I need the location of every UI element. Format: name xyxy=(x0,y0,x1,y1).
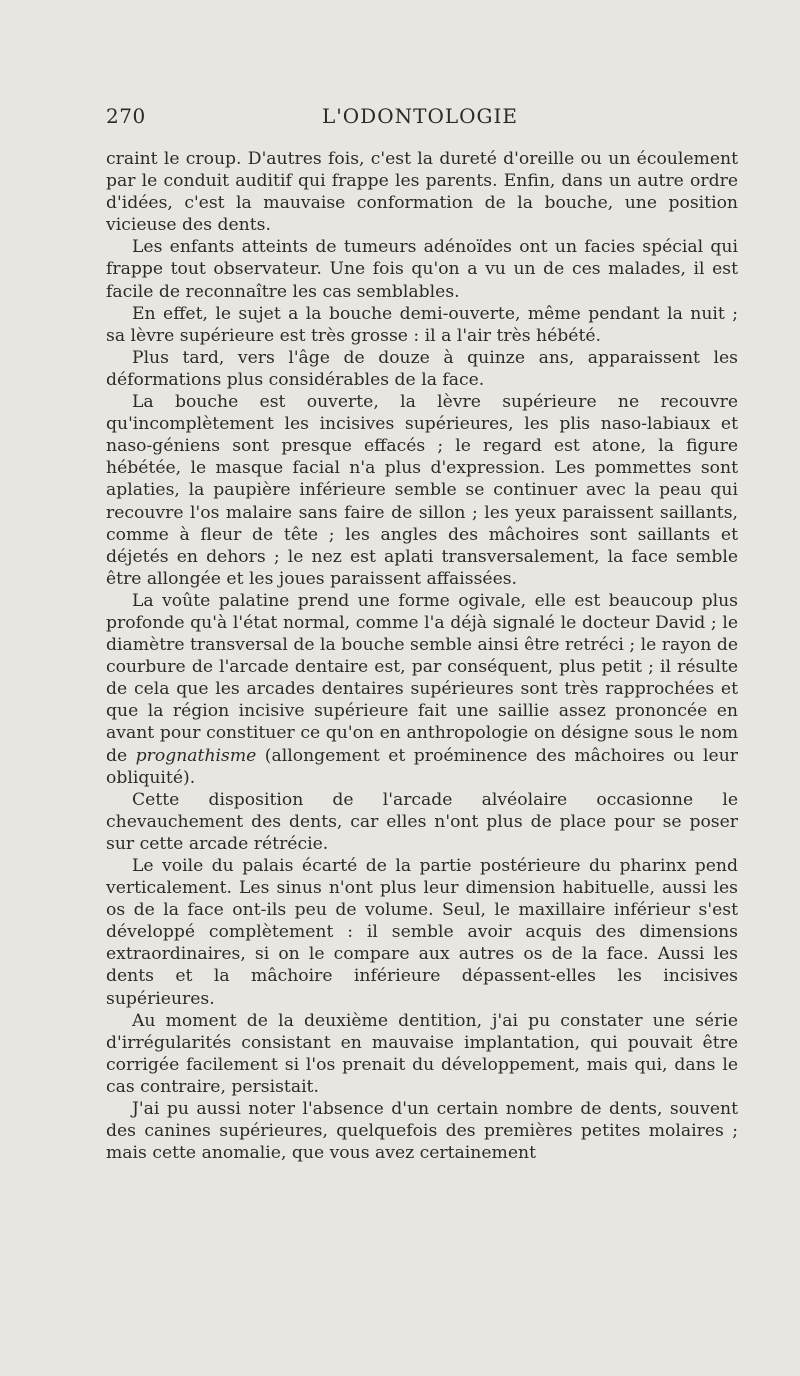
body-text xyxy=(106,148,738,1164)
paragraph: Les enfants atteints de tumeurs adénoïdes ont un facies spécial qui frappe tout observateur. Une fois qu'on a vu un de ces malades, il est facile de reconnaître les cas semblables. xyxy=(106,237,738,302)
paragraph: En effet, le sujet a la bouche demi-ouverte, même pendant la nuit ; sa lèvre supérieure est très grosse : il a l'air très hébété. xyxy=(106,303,738,346)
paragraph xyxy=(106,590,738,789)
paragraph: Le voile du palais écarté de la partie postérieure du pharinx pend verticalement. Les sinus n'ont plus leur dimension habituelle, aussi les os de la face ont-ils peu de volume. Seul, le maxillaire inférieur s'est développé complètement : il semble avoir acquis des dimensions extraordinaires, si on le compare aux autres os de la face. Aussi les dents et la mâchoire inférieure dépassent-elles les incisives supérieures. xyxy=(106,856,738,1009)
paragraph-text: La voûte palatine prend une forme ogivale, elle est beaucoup plus profonde qu'à l'état normal, comme l'a déjà signalé le docteur David ; le diamètre transversal de la bouche semble ainsi être retréci ; le rayon de courbure de l'arcade dentaire est, par conséquent, plus petit ; il résulte de cela que les arcades dentaires supérieures sont très rapprochées et que la région incisive supérieure fait une saillie assez prononcée en avant pour constituer ce qu'on en anthropologie on désigne sous le nom de xyxy=(106,590,738,766)
paragraph: La bouche est ouverte, la lèvre supérieure ne recouvre qu'incomplètement les incisives supérieures, les plis naso-labiaux et naso-géniens sont presque effacés ; le regard est atone, la figure hébétée, le masque facial n'a plus d'expression. Les pommettes sont aplaties, la paupière inférieure semble se continuer avec la peau qui recouvre l'os malaire sans faire de sillon ; les yeux paraissent saillants, comme à fleur de tête ; les angles des mâchoires sont saillants et déjetés en dehors ; le nez est aplati transversalement, la face semble être allongée et les joues paraissent affaissées. xyxy=(106,392,738,589)
paragraph: J'ai pu aussi noter l'absence d'un certain nombre de dents, souvent des canines supérieures, quelquefois des premières petites molaires ; mais cette anomalie, que vous avez certainement xyxy=(106,1099,738,1164)
paragraph: Cette disposition de l'arcade alvéolaire occasionne le chevauchement des dents, car elles n'ont plus de place pour se poser sur cette arcade rétrécie. xyxy=(106,789,738,854)
paragraph-text: (allongement et proéminence des mâchoires ou leur obliquité). xyxy=(106,745,738,788)
page-number: 270 xyxy=(106,104,146,128)
page-header xyxy=(106,104,740,134)
paragraph: craint le croup. D'autres fois, c'est la dureté d'oreille ou un écoulement par le conduit auditif qui frappe les parents. Enfin, dans un autre ordre d'idées, c'est la mauvaise conformation de la bouche, une position vicieuse des dents. xyxy=(106,149,738,236)
paragraph: Au moment de la deuxième dentition, j'ai pu constater une série d'irrégularités consistant en mauvaise implantation, qui pouvait être corrigée facilement si l'os prenait du développement, mais qui, dans le cas contraire, persistait. xyxy=(106,1010,738,1097)
running-title: L'ODONTOLOGIE xyxy=(322,104,518,128)
emphasized-term: prognathisme xyxy=(135,745,257,766)
paragraph: Plus tard, vers l'âge de douze à quinze ans, apparaissent les déformations plus considérables de la face. xyxy=(106,347,738,390)
